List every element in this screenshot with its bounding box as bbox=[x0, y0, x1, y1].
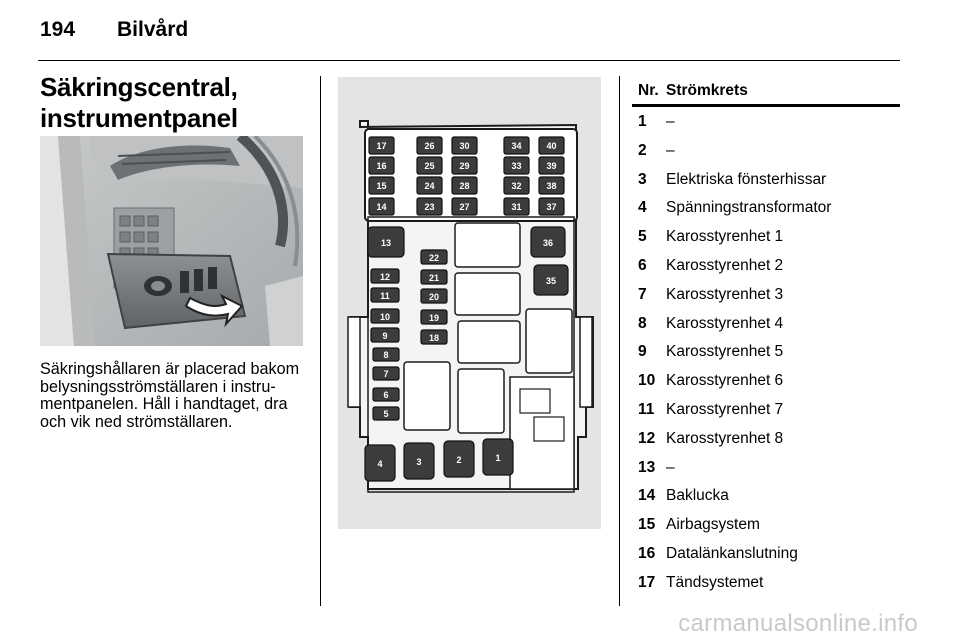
row-number: 2 bbox=[638, 141, 647, 159]
fuse-28-label: 28 bbox=[459, 181, 470, 191]
section-title-line-1: Säkringscentral, bbox=[40, 72, 238, 102]
row-number: 11 bbox=[638, 400, 655, 418]
table-header bbox=[632, 82, 900, 107]
fuse-33-label: 33 bbox=[511, 161, 522, 171]
table-row bbox=[632, 142, 900, 171]
fusebox-location-photo bbox=[40, 136, 303, 346]
row-number: 8 bbox=[638, 314, 647, 332]
column-header-circuit: Strömkrets bbox=[666, 82, 748, 99]
row-number: 6 bbox=[638, 256, 647, 274]
body-line-3: mentpanelen. Håll i handtaget, dra bbox=[40, 395, 288, 413]
table-row bbox=[632, 430, 900, 459]
fuse-25-label: 25 bbox=[424, 161, 435, 171]
fuse-35-label: 35 bbox=[545, 276, 557, 286]
fuse-11-label: 11 bbox=[380, 291, 390, 301]
row-number: 14 bbox=[638, 487, 656, 505]
table-row bbox=[632, 228, 900, 257]
body-line-4: och vik ned strömställaren. bbox=[40, 412, 233, 431]
fuse-2-label: 2 bbox=[456, 455, 462, 465]
row-number: 1 bbox=[638, 113, 647, 130]
fuse-22-label: 22 bbox=[428, 253, 440, 263]
fuse-10-label: 10 bbox=[379, 312, 391, 322]
body-line-1: Säkringshållaren är placerad bakom bbox=[40, 360, 300, 378]
fuse-23-label: 23 bbox=[424, 202, 435, 212]
row-number: 5 bbox=[638, 228, 647, 246]
table-row bbox=[632, 459, 900, 488]
fuse-36-label: 36 bbox=[542, 238, 554, 248]
fuse-1-label: 1 bbox=[495, 453, 501, 463]
row-number: 9 bbox=[638, 343, 647, 361]
fuse-20-label: 20 bbox=[428, 292, 440, 302]
row-circuit: Karosstyrenhet 5 bbox=[666, 343, 784, 361]
section-title-line-2: instrumentpanel bbox=[40, 103, 238, 133]
table-row bbox=[632, 343, 900, 372]
row-circuit: – bbox=[666, 141, 675, 159]
fuse-39-label: 39 bbox=[546, 161, 557, 171]
table-row bbox=[632, 372, 900, 401]
fuse-18-label: 18 bbox=[428, 333, 440, 343]
row-number: 17 bbox=[638, 573, 656, 591]
fuse-5-label: 5 bbox=[383, 409, 389, 419]
row-number: 12 bbox=[638, 429, 656, 447]
row-circuit: Datalänkanslutning bbox=[666, 544, 798, 562]
fuse-24-label: 24 bbox=[424, 181, 435, 191]
row-circuit: Karosstyrenhet 3 bbox=[666, 285, 784, 303]
fuse-13-label: 13 bbox=[380, 238, 392, 248]
fuse-table bbox=[632, 113, 900, 603]
fuse-34-label: 34 bbox=[511, 141, 522, 151]
row-number: 15 bbox=[638, 516, 656, 534]
table-row bbox=[632, 113, 900, 142]
row-circuit: Karosstyrenhet 7 bbox=[666, 400, 784, 418]
row-number: 13 bbox=[638, 458, 656, 476]
fuse-12-label: 12 bbox=[379, 272, 391, 282]
fuse-16-label: 16 bbox=[376, 161, 387, 171]
fusebox-drawing bbox=[338, 77, 601, 529]
fuse-26-label: 26 bbox=[424, 141, 435, 151]
photo-illustration bbox=[40, 136, 303, 346]
row-circuit: Tändsystemet bbox=[666, 573, 764, 591]
chapter-title: Bilvård bbox=[117, 18, 189, 41]
table-row bbox=[632, 574, 900, 603]
fuse-4-label: 4 bbox=[377, 459, 383, 469]
row-circuit: – bbox=[666, 458, 675, 476]
column-header-number: Nr. bbox=[638, 82, 659, 99]
row-circuit: Spänningstransformator bbox=[666, 199, 832, 217]
row-number: 7 bbox=[638, 285, 647, 303]
row-circuit: Karosstyrenhet 4 bbox=[666, 314, 784, 332]
row-circuit: Karosstyrenhet 6 bbox=[666, 372, 784, 390]
row-circuit: Karosstyrenhet 1 bbox=[666, 228, 784, 246]
fuse-38-label: 38 bbox=[546, 181, 557, 191]
fuse-15-label: 15 bbox=[376, 181, 387, 191]
fuse-8-label: 8 bbox=[383, 350, 389, 360]
fuse-14-label: 14 bbox=[376, 202, 387, 212]
fuse-32-label: 32 bbox=[511, 181, 522, 191]
row-number: 10 bbox=[638, 372, 656, 390]
table-row bbox=[632, 286, 900, 315]
body-paragraph bbox=[40, 361, 315, 431]
table-row bbox=[632, 171, 900, 200]
column-divider-right bbox=[619, 76, 620, 606]
row-circuit: Karosstyrenhet 8 bbox=[666, 429, 784, 447]
fuse-31-label: 31 bbox=[511, 202, 522, 212]
table-row bbox=[632, 315, 900, 344]
row-circuit: – bbox=[666, 113, 675, 130]
body-line-2: belysningsströmställaren i instru- bbox=[40, 377, 276, 396]
table-row bbox=[632, 545, 900, 574]
row-circuit: Baklucka bbox=[666, 487, 729, 505]
fuse-9-label: 9 bbox=[382, 331, 388, 341]
row-circuit: Airbagsystem bbox=[666, 516, 760, 534]
fuse-6-label: 6 bbox=[383, 390, 389, 400]
column-divider-left bbox=[320, 76, 321, 606]
fuse-17-label: 17 bbox=[376, 141, 387, 151]
header-rule bbox=[38, 60, 900, 61]
fuse-3-label: 3 bbox=[416, 457, 422, 467]
fuse-7-label: 7 bbox=[383, 369, 389, 379]
table-row bbox=[632, 516, 900, 545]
fuse-27-label: 27 bbox=[459, 202, 470, 212]
row-number: 16 bbox=[638, 544, 656, 562]
row-number: 3 bbox=[638, 170, 647, 188]
fuse-29-label: 29 bbox=[459, 161, 470, 171]
fuse-37-label: 37 bbox=[546, 202, 557, 212]
row-circuit: Karosstyrenhet 2 bbox=[666, 256, 784, 274]
fusebox-diagram bbox=[338, 77, 601, 529]
row-circuit: Elektriska fönsterhissar bbox=[666, 170, 827, 188]
row-number: 4 bbox=[638, 199, 647, 217]
table-row bbox=[632, 199, 900, 228]
fuse-30-label: 30 bbox=[459, 141, 470, 151]
fuse-40-label: 40 bbox=[546, 141, 557, 151]
section-title bbox=[40, 72, 238, 134]
fuse-19-label: 19 bbox=[428, 313, 440, 323]
table-row bbox=[632, 401, 900, 430]
watermark: carmanualsonline.info bbox=[678, 610, 918, 637]
table-row bbox=[632, 257, 900, 286]
fuse-21-label: 21 bbox=[428, 273, 440, 283]
table-row bbox=[632, 487, 900, 516]
page-number: 194 bbox=[40, 18, 76, 41]
